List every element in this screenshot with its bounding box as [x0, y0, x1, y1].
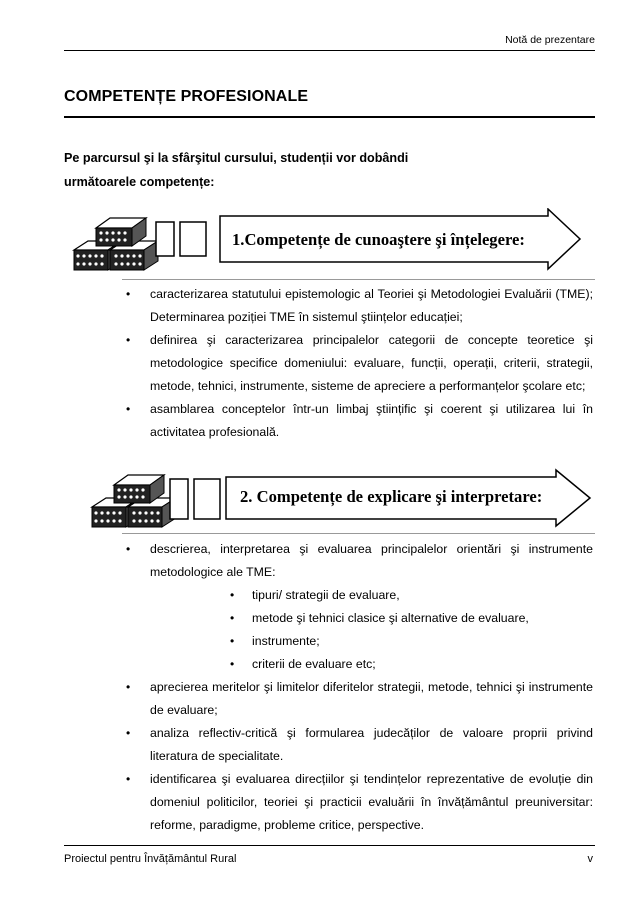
section-2-heading: 2. Competențe de explicare şi interpretare: [240, 487, 543, 506]
bricks-icon [74, 218, 158, 270]
list-item-text: descrierea, interpretarea şi evaluarea principalelor orientări şi instrumente metodologice ale TME: [150, 542, 593, 579]
sub-list-item: • tipuri/ strategii de evaluare, [252, 584, 593, 607]
list-item: • definirea şi caracterizarea principalelor categorii de concepte teoretice şi metodologice specifice domeniului: evaluare, funcții, operații, criterii, strategii, metode, tehnici, instrumente, sisteme de apreciere a performanțelor şcolare etc; [150, 329, 593, 398]
section-2-rule [122, 533, 595, 534]
section-2-list [150, 538, 593, 837]
section-1-list [150, 283, 593, 444]
footer-rule [64, 845, 595, 846]
intro-line-2: următoarele competențe: [64, 175, 215, 189]
list-item: • asamblarea conceptelor într-un limbaj ştiințific şi coerent şi utilizarea lui în activitatea profesională. [150, 398, 593, 444]
list-item: • aprecierea meritelor şi limitelor diferitelor strategii, metode, tehnici şi instrumente de evaluare; [150, 676, 593, 722]
list-item: • caracterizarea statutului epistemologic al Teoriei şi Metodologiei Evaluării (TME); Determinarea poziției TME în sistemul ştiințelor educației; [150, 283, 593, 329]
sub-list [150, 584, 593, 676]
title-rule [64, 116, 595, 118]
list-item [150, 538, 593, 676]
box-icon [156, 222, 174, 256]
sub-list-item: • metode şi tehnici clasice şi alternative de evaluare, [252, 607, 593, 630]
header-rule [64, 50, 595, 51]
page-title: COMPETENȚE PROFESIONALE [64, 88, 309, 105]
bricks-icon [92, 475, 176, 527]
header-note: Notă de prezentare [505, 34, 595, 46]
section-1-heading: 1.Competențe de cunoaştere şi înțelegere: [232, 230, 525, 249]
list-item: • identificarea şi evaluarea direcțiilor şi tendințelor reprezentative de evoluție din domeniul politicilor, teoriei şi practicii evaluării în învățământul preuniversitar: reforme, paradigme, probleme critice, perspective. [150, 768, 593, 837]
box-icon [180, 222, 206, 256]
box-icon [170, 479, 188, 519]
intro-line-1: Pe parcursul şi la sfârşitul cursului, studenții vor dobândi [64, 151, 409, 165]
sub-list-item: • instrumente; [252, 630, 593, 653]
sub-list-item: • criterii de evaluare etc; [252, 653, 593, 676]
list-item: • analiza reflectiv-critică şi formularea judecăților de valoare proprii privind literatura de specialitate. [150, 722, 593, 768]
box-icon [194, 479, 220, 519]
page-number: v [587, 853, 593, 865]
section-1-rule [122, 279, 595, 280]
intro-paragraph [64, 146, 534, 194]
footer-title: Proiectul pentru Învățământul Rural [64, 853, 237, 865]
